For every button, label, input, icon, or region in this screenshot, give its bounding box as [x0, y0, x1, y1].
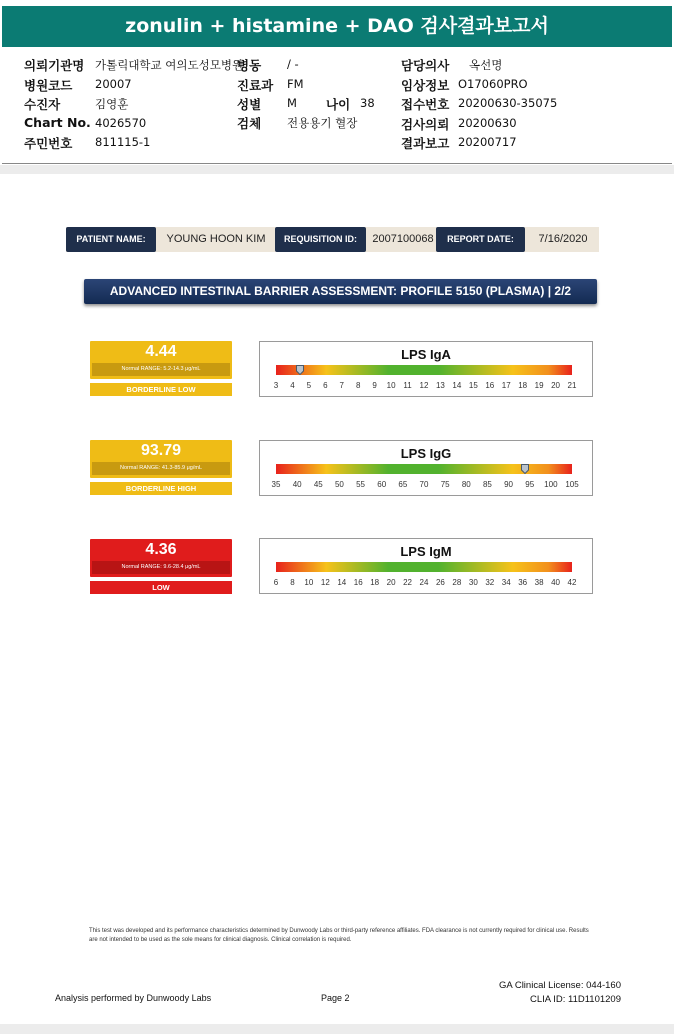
tick-label: 32 [485, 578, 495, 587]
section-banner: ADVANCED INTESTINAL BARRIER ASSESSMENT: PROFILE 5150 (PLASMA) | 2/2 [84, 279, 597, 304]
report-date-label: 결과보고 [401, 136, 450, 151]
tick-label: 12 [419, 381, 429, 390]
result-value: 4.44 [145, 343, 177, 360]
examinee-label: 수진자 [24, 97, 61, 112]
patient-name-value: YOUNG HOON KIM [166, 233, 266, 245]
tick-label: 9 [372, 381, 377, 390]
tick-label: 22 [403, 578, 412, 587]
tick-label: 19 [534, 381, 544, 390]
tick-label: 7 [339, 381, 344, 390]
tick-label: 40 [292, 480, 302, 489]
tick-label: 105 [565, 480, 579, 489]
result-value-box [90, 539, 232, 577]
tick-label: 6 [273, 578, 279, 587]
tick-label: 5 [306, 381, 312, 390]
tick-label: 16 [485, 381, 495, 390]
request-label: 검사의뢰 [401, 117, 450, 132]
department-value: FM [287, 77, 304, 91]
tick-label: 15 [468, 381, 478, 390]
disclaimer-text: This test was developed and its performance characteristics determined by Dunwoody Labs or third-party reference affiliates. FDA clearance is not currently required for clinical use. Results are not intended to be used as the sole means for clinical diagnosis. Clinical correlation is required. [89, 928, 589, 943]
tick-label: 36 [518, 578, 528, 587]
range-chart [259, 440, 593, 496]
tick-label: 21 [567, 381, 577, 390]
report-date-value: 20200717 [458, 135, 517, 149]
result-value: 4.36 [145, 541, 177, 558]
chart-title: LPS IgM [400, 544, 452, 559]
result-value-box [90, 440, 232, 478]
result-flag: BORDERLINE LOW [90, 383, 232, 396]
tick-label: 75 [440, 480, 450, 489]
value-marker-icon [296, 362, 304, 372]
value-marker-icon [521, 461, 529, 471]
tick-label: 65 [398, 480, 408, 489]
result-value-box [90, 341, 232, 379]
tick-label: 80 [461, 480, 471, 489]
tick-label: 14 [337, 578, 347, 587]
requisition-id-tag: REQUISITION ID: [275, 227, 366, 252]
tick-label: 50 [334, 480, 344, 489]
patient-name-tag: PATIENT NAME: [66, 227, 156, 252]
hospital-code-label: 병원코드 [24, 78, 73, 93]
tick-labels [260, 578, 592, 590]
ward-value: / - [287, 57, 299, 71]
result-flag: BORDERLINE HIGH [90, 482, 232, 495]
tick-label: 18 [370, 578, 380, 587]
tick-label: 24 [419, 578, 429, 587]
tick-label: 95 [525, 480, 535, 489]
doctor-value: 옥선명 [469, 58, 503, 72]
tick-label: 6 [323, 381, 328, 390]
report-date-tag: REPORT DATE: [436, 227, 525, 252]
tick-label: 13 [435, 381, 445, 390]
tick-label: 28 [452, 578, 462, 587]
tick-label: 11 [403, 381, 412, 390]
report-title: zonulin + histamine + DAO 검사결과보고서 [2, 6, 672, 47]
report-date-bar-value: 7/16/2020 [538, 233, 588, 245]
bottom-strip [0, 1024, 674, 1034]
specimen-value: 전용용기 혈장 [287, 116, 358, 130]
age-label: 나이 [326, 97, 351, 112]
clinical-info-value: O17060PRO [458, 77, 528, 91]
range-gradient-bar [276, 562, 572, 572]
range-chart [259, 538, 593, 594]
hospital-code-value: 20007 [95, 77, 132, 91]
tick-label: 10 [304, 578, 314, 587]
tick-label: 20 [551, 381, 560, 390]
sex-value: M [287, 96, 297, 110]
institution-label: 의뢰기관명 [24, 58, 85, 73]
examinee-value: 김영훈 [95, 97, 129, 111]
receipt-value: 20200630-35075 [458, 96, 558, 110]
result-flag: LOW [90, 581, 232, 594]
specimen-label: 검체 [237, 116, 262, 131]
doctor-label: 담당의사 [401, 58, 450, 73]
patient-info-bar [66, 227, 599, 252]
divider-band [0, 165, 674, 174]
tick-label: 16 [353, 578, 363, 587]
clinical-info-label: 임상정보 [401, 78, 450, 93]
normal-range-text: Normal RANGE: 9.6-28.4 μg/mL [92, 561, 230, 574]
tick-label: 90 [504, 480, 514, 489]
result-value: 93.79 [140, 442, 182, 459]
tick-label: 70 [419, 480, 429, 489]
footer-performed-by: Analysis performed by Dunwoody Labs [55, 993, 212, 1003]
normal-range-text: Normal RANGE: 5.2-14.3 μg/mL [92, 363, 230, 376]
sex-label: 성별 [237, 97, 262, 112]
tick-label: 18 [518, 381, 528, 390]
page-number: Page 2 [321, 993, 350, 1003]
ward-label: 병동 [237, 58, 262, 73]
institution-value: 가톨릭대학교 여의도성모병원 [95, 58, 244, 72]
footer-license-block [460, 979, 621, 1007]
range-chart [259, 341, 593, 397]
tick-label: 45 [313, 480, 323, 489]
request-value: 20200630 [458, 116, 517, 130]
requisition-id-value: 2007100068 [372, 233, 434, 245]
id-number-value: 811115-1 [95, 135, 151, 149]
chart-title: LPS IgA [401, 347, 451, 362]
tick-label: 30 [468, 578, 478, 587]
tick-label: 85 [482, 480, 492, 489]
tick-label: 8 [290, 578, 295, 587]
tick-label: 17 [501, 381, 511, 390]
tick-label: 8 [355, 381, 361, 390]
chart-title: LPS IgG [400, 446, 452, 461]
tick-label: 38 [534, 578, 544, 587]
tick-label: 20 [386, 578, 396, 587]
tick-label: 14 [452, 381, 462, 390]
chart-no-value: 4026570 [95, 116, 147, 130]
tick-labels [260, 381, 592, 393]
tick-label: 60 [377, 480, 387, 489]
department-label: 진료과 [237, 78, 274, 93]
chart-no-label: Chart No. [24, 115, 91, 130]
tick-label: 42 [567, 578, 577, 587]
range-gradient-bar [276, 365, 572, 375]
tick-label: 12 [320, 578, 330, 587]
tick-labels [260, 480, 592, 492]
receipt-label: 접수번호 [401, 97, 450, 112]
tick-label: 55 [356, 480, 366, 489]
id-number-label: 주민번호 [24, 136, 73, 151]
tick-label: 100 [544, 480, 558, 489]
clia-id: CLIA ID: 11D1101209 [529, 994, 621, 1005]
clinical-license: GA Clinical License: 044-160 [499, 980, 621, 991]
normal-range-text: Normal RANGE: 41.3-85.9 μg/mL [92, 462, 230, 475]
report-info-block [0, 52, 674, 164]
age-value: 38 [360, 96, 375, 110]
tick-label: 4 [290, 381, 295, 390]
tick-label: 26 [435, 578, 445, 587]
divider [2, 163, 672, 164]
tick-label: 35 [271, 480, 281, 489]
tick-label: 40 [551, 578, 560, 587]
tick-label: 34 [501, 578, 511, 587]
tick-label: 10 [386, 381, 396, 390]
tick-label: 3 [273, 381, 279, 390]
